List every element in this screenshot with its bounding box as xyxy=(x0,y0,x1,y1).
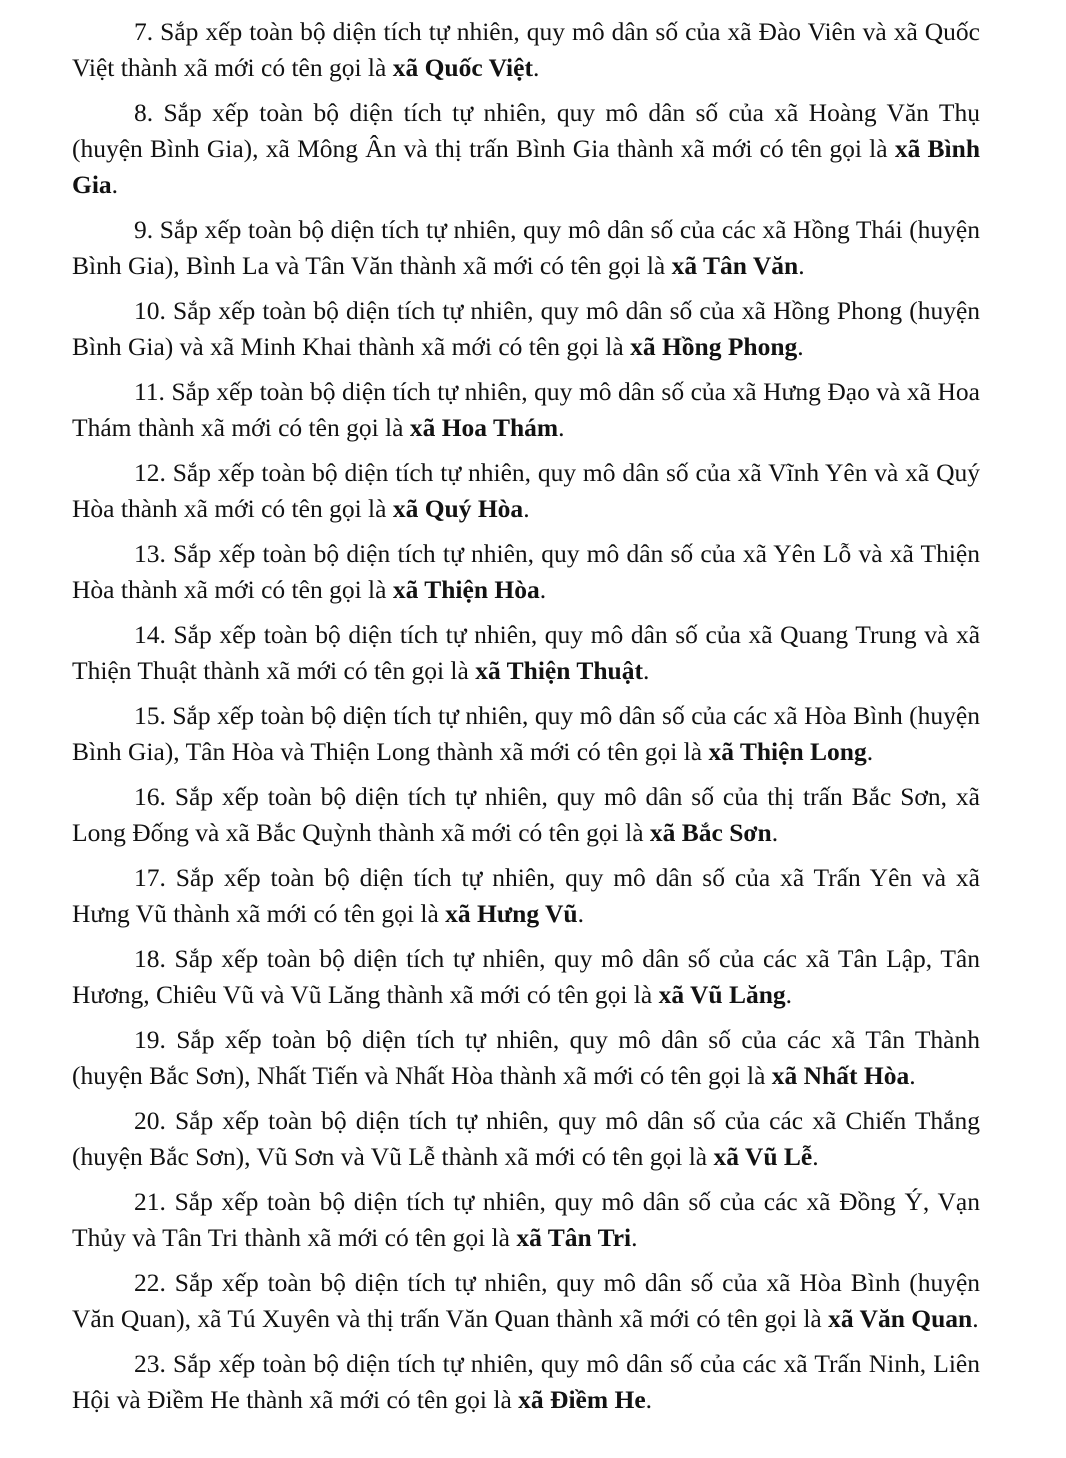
paragraph-number: 15. xyxy=(134,701,166,730)
commune-name: xã Tân Văn xyxy=(671,251,799,280)
paragraph-end: . xyxy=(972,1304,979,1333)
paragraph-text: Sắp xếp toàn bộ diện tích tự nhiên, quy mô dân số của xã Trấn Yên và xã Hưng Vũ thành xã mới có tên gọi là xyxy=(72,863,981,928)
paragraph-number: 9. xyxy=(134,215,154,244)
commune-name: xã Bắc Sơn xyxy=(649,818,772,847)
paragraph-23 xyxy=(72,1346,980,1418)
paragraph-end: . xyxy=(558,413,565,442)
paragraph-15 xyxy=(72,698,980,770)
paragraph-text: Sắp xếp toàn bộ diện tích tự nhiên, quy mô dân số của các xã Hồng Thái (huyện Bình Gia), Bình La và Tân Văn thành xã mới có tên gọi là xyxy=(72,215,980,280)
commune-name: xã Bình Gia xyxy=(72,134,981,199)
paragraph-end: . xyxy=(645,1385,653,1414)
commune-name: xã Hoa Thám xyxy=(409,413,559,442)
paragraph-end: . xyxy=(532,53,540,82)
paragraph-22 xyxy=(72,1265,980,1337)
paragraph-text: Sắp xếp toàn bộ diện tích tự nhiên, quy mô dân số của các xã Chiến Thắng (huyện Bắc Sơn), Vũ Sơn và Vũ Lễ thành xã mới có tên gọi là xyxy=(72,1106,981,1171)
commune-name: xã Thiện Long xyxy=(708,737,867,766)
paragraph-number: 11. xyxy=(134,377,165,406)
paragraph-end: . xyxy=(866,737,874,766)
commune-name: xã Thiện Hòa xyxy=(392,575,540,604)
paragraph-end: . xyxy=(642,656,650,685)
paragraph-9 xyxy=(72,212,980,284)
paragraph-end: . xyxy=(631,1223,638,1252)
paragraph-text: Sắp xếp toàn bộ diện tích tự nhiên, quy mô dân số của xã Quang Trung và xã Thiện Thuật thành xã mới có tên gọi là xyxy=(72,620,981,685)
commune-name: xã Văn Quan xyxy=(828,1304,973,1333)
commune-name: xã Vũ Lễ xyxy=(713,1142,813,1171)
paragraph-number: 8. xyxy=(134,98,154,127)
paragraph-13 xyxy=(72,536,980,608)
paragraph-number: 23. xyxy=(134,1349,166,1378)
paragraph-12 xyxy=(72,455,980,527)
paragraph-11 xyxy=(72,374,980,446)
paragraph-text: Sắp xếp toàn bộ diện tích tự nhiên, quy mô dân số của các xã Hòa Bình (huyện Bình Gia), Tân Hòa và Thiện Long thành xã mới có tên gọi là xyxy=(72,701,980,766)
paragraph-text: Sắp xếp toàn bộ diện tích tự nhiên, quy mô dân số của các xã Tân Lập, Tân Hương, Chiêu Vũ và Vũ Lăng thành xã mới có tên gọi là xyxy=(72,944,980,1009)
paragraph-16 xyxy=(72,779,980,851)
paragraph-number: 17. xyxy=(134,863,166,892)
commune-name: xã Hồng Phong xyxy=(630,332,798,361)
paragraph-21 xyxy=(72,1184,980,1256)
commune-name: xã Vũ Lăng xyxy=(658,980,786,1009)
paragraph-14 xyxy=(72,617,980,689)
paragraph-number: 13. xyxy=(134,539,166,568)
commune-name: xã Tân Tri xyxy=(516,1223,632,1252)
commune-name: xã Quốc Việt xyxy=(392,53,533,82)
paragraph-text: Sắp xếp toàn bộ diện tích tự nhiên, quy mô dân số của xã Yên Lỗ và xã Thiện Hòa thành xã mới có tên gọi là xyxy=(72,539,981,604)
commune-name: xã Thiện Thuật xyxy=(475,656,643,685)
paragraph-10 xyxy=(72,293,980,365)
paragraph-end: . xyxy=(577,899,584,928)
paragraph-end: . xyxy=(523,494,530,523)
paragraph-text: Sắp xếp toàn bộ diện tích tự nhiên, quy mô dân số của các xã Đồng Ý, Vạn Thủy và Tân Tri thành xã mới có tên gọi là xyxy=(72,1187,980,1252)
paragraph-number: 22. xyxy=(134,1268,166,1297)
paragraph-number: 10. xyxy=(134,296,166,325)
paragraph-18 xyxy=(72,941,980,1013)
paragraph-text: Sắp xếp toàn bộ diện tích tự nhiên, quy mô dân số của các xã Tân Thành (huyện Bắc Sơn), Nhất Tiến và Nhất Hòa thành xã mới có tên gọi là xyxy=(72,1025,980,1090)
paragraph-text: Sắp xếp toàn bộ diện tích tự nhiên, quy mô dân số của xã Hòa Bình (huyện Văn Quan), xã Tú Xuyên và thị trấn Văn Quan thành xã mới có tên gọi là xyxy=(72,1268,981,1333)
paragraph-number: 19. xyxy=(134,1025,166,1054)
commune-name: xã Nhất Hòa xyxy=(771,1061,910,1090)
paragraph-20 xyxy=(72,1103,980,1175)
paragraph-number: 16. xyxy=(134,782,166,811)
paragraph-7 xyxy=(72,14,980,86)
paragraph-text: Sắp xếp toàn bộ diện tích tự nhiên, quy mô dân số của xã Hoàng Văn Thụ (huyện Bình Gia), xã Mông Ân và thị trấn Bình Gia thành xã mới có tên gọi là xyxy=(72,98,981,163)
paragraph-end: . xyxy=(909,1061,916,1090)
paragraph-17 xyxy=(72,860,980,932)
commune-name: xã Quý Hòa xyxy=(392,494,524,523)
paragraph-8 xyxy=(72,95,980,203)
paragraph-end: . xyxy=(797,332,804,361)
paragraph-text: Sắp xếp toàn bộ diện tích tự nhiên, quy mô dân số của xã Đào Viên và xã Quốc Việt thành xã mới có tên gọi là xyxy=(72,17,980,82)
commune-name: xã Điềm He xyxy=(518,1385,646,1414)
paragraph-end: . xyxy=(771,818,779,847)
paragraph-19 xyxy=(72,1022,980,1094)
paragraph-text: Sắp xếp toàn bộ diện tích tự nhiên, quy mô dân số của xã Hưng Đạo và xã Hoa Thám thành xã mới có tên gọi là xyxy=(72,377,981,442)
paragraph-end: . xyxy=(812,1142,819,1171)
paragraph-end: . xyxy=(798,251,805,280)
paragraph-number: 14. xyxy=(134,620,166,649)
paragraph-text: Sắp xếp toàn bộ diện tích tự nhiên, quy mô dân số của các xã Trấn Ninh, Liên Hội và Điềm He thành xã mới có tên gọi là xyxy=(72,1349,980,1414)
paragraph-text: Sắp xếp toàn bộ diện tích tự nhiên, quy mô dân số của xã Vĩnh Yên và xã Quý Hòa thành xã mới có tên gọi là xyxy=(72,458,980,523)
paragraph-number: 12. xyxy=(134,458,166,487)
paragraph-end: . xyxy=(785,980,793,1009)
paragraph-number: 21. xyxy=(134,1187,166,1216)
paragraph-number: 7. xyxy=(134,17,154,46)
paragraph-text: Sắp xếp toàn bộ diện tích tự nhiên, quy mô dân số của thị trấn Bắc Sơn, xã Long Đống và xã Bắc Quỳnh thành xã mới có tên gọi là xyxy=(72,782,981,847)
paragraph-end: . xyxy=(539,575,547,604)
paragraph-number: 18. xyxy=(134,944,166,973)
paragraph-text: Sắp xếp toàn bộ diện tích tự nhiên, quy mô dân số của xã Hồng Phong (huyện Bình Gia) và xã Minh Khai thành xã mới có tên gọi là xyxy=(72,296,981,361)
commune-name: xã Hưng Vũ xyxy=(445,899,578,928)
paragraph-end: . xyxy=(111,170,119,199)
paragraph-number: 20. xyxy=(134,1106,166,1135)
